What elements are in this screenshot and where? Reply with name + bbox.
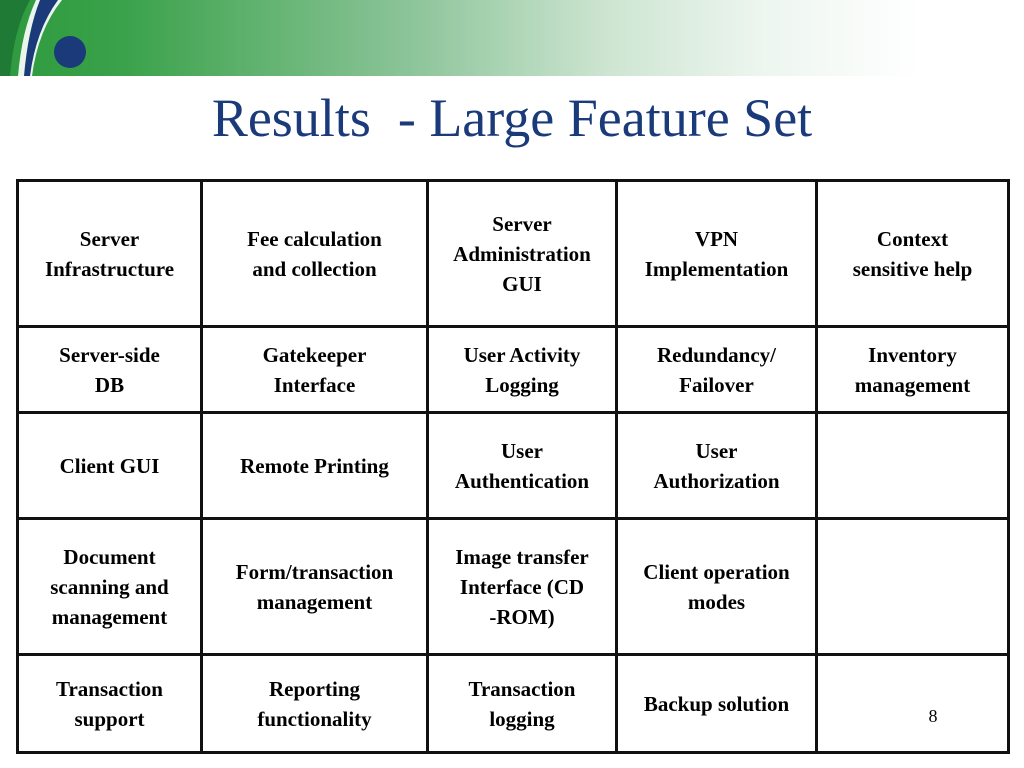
table-cell: Reporting functionality — [202, 655, 428, 753]
table-cell: Client operation modes — [617, 519, 817, 655]
table-cell — [817, 519, 1009, 655]
slide-number: 8 — [928, 706, 938, 726]
table-cell: Server Infrastructure — [18, 181, 202, 327]
table-row — [18, 519, 1009, 655]
logo — [0, 0, 90, 76]
table-cell: User Authentication — [428, 413, 617, 519]
table-cell: Form/transaction management — [202, 519, 428, 655]
table-cell: Inventory management — [817, 327, 1009, 413]
table-cell: Transaction logging — [428, 655, 617, 753]
table-cell — [817, 655, 1009, 753]
table-cell: User Activity Logging — [428, 327, 617, 413]
header-band — [0, 0, 1024, 76]
table-row — [18, 655, 1009, 753]
table-cell: Fee calculation and collection — [202, 181, 428, 327]
table-cell: Server-side DB — [18, 327, 202, 413]
table-row — [18, 181, 1009, 327]
feature-table — [16, 179, 1010, 754]
table-cell: Transaction support — [18, 655, 202, 753]
table-cell: Server Administration GUI — [428, 181, 617, 327]
table-cell: Gatekeeper Interface — [202, 327, 428, 413]
table-cell: Redundancy/ Failover — [617, 327, 817, 413]
table-row — [18, 413, 1009, 519]
table-cell: Context sensitive help — [817, 181, 1009, 327]
table-cell: Document scanning and management — [18, 519, 202, 655]
table-cell: Backup solution — [617, 655, 817, 753]
table-cell: User Authorization — [617, 413, 817, 519]
table-cell: Client GUI — [18, 413, 202, 519]
table-cell: Remote Printing — [202, 413, 428, 519]
table-cell: VPN Implementation — [617, 181, 817, 327]
table-cell — [817, 413, 1009, 519]
table-row — [18, 327, 1009, 413]
slide-title: Results - Large Feature Set — [211, 88, 813, 148]
table-cell: Image transfer Interface (CD -ROM) — [428, 519, 617, 655]
